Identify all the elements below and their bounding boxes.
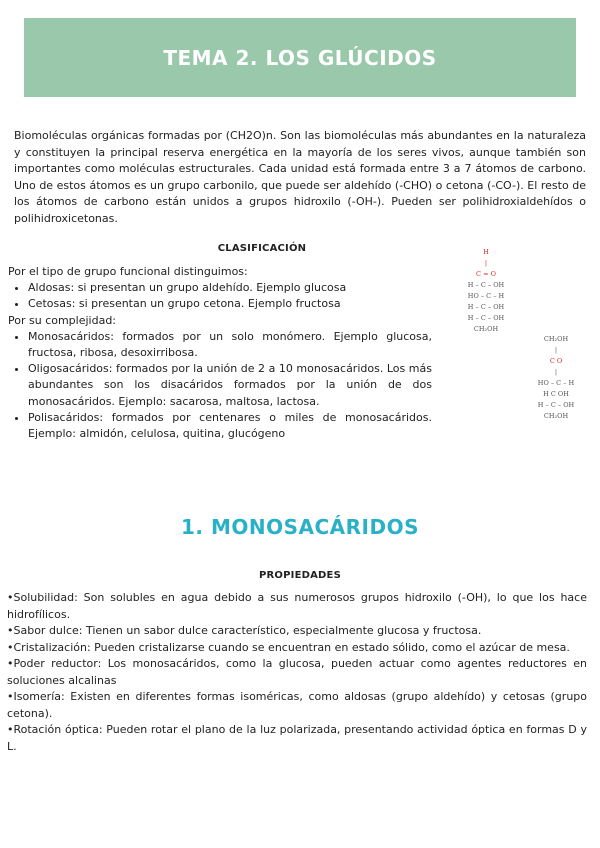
complejidad-intro: Por su complejidad: [8,313,117,327]
formula-bond: | [554,368,558,376]
formula-line: H C OH [543,390,569,398]
page-title: TEMA 2. LOS GLÚCIDOS [163,45,437,70]
formula-line: CH₂OH [543,335,569,343]
glucose-formula [458,247,514,335]
formula-line: CH₂OH [473,325,499,333]
complejidad-list [8,329,432,442]
formula-line: HO – C – H [537,379,575,387]
formula-line: C O [549,357,563,365]
formula-line: H [483,248,489,256]
tipo-intro: Por el tipo de grupo funcional distinguimos: [8,265,248,278]
propiedades-heading: PROPIEDADES [259,570,341,581]
formula-line: CH₂OH [543,412,569,420]
property-item: •Rotación óptica: Pueden rotar el plano de la luz polarizada, presentando actividad óptica en formas D y L. [7,723,587,753]
formula-line: H – C – OH [537,401,575,409]
property-item: •Isomería: Existen en diferentes formas isoméricas, como aldosas (grupo aldehído) y cetosas (grupo cetona). [7,690,587,720]
list-item: • Aldosas: si presentan un grupo aldehído. Ejemplo glucosa [28,280,432,296]
formula-line: H – C – OH [467,314,505,322]
formula-line: HO – C – H [467,292,505,300]
property-item: •Poder reductor: Los monosacáridos, como la glucosa, pueden actuar como agentes reductores en soluciones alcalinas [7,657,587,687]
tipo-list [8,280,432,312]
title-banner [24,18,576,97]
fructose-formula [518,334,594,422]
property-item: •Cristalización: Pueden cristalizarse cuando se encuentran en estado sólido, como el azúcar de mesa. [7,640,570,654]
formula-bond: | [554,346,558,354]
clasificacion-heading: CLASIFICACIÓN [217,243,307,254]
property-item: •Sabor dulce: Tienen un sabor dulce característico, especialmente glucosa y fructosa. [7,624,482,637]
intro-paragraph: Biomoléculas orgánicas formadas por (CH2O)n. Son las biomoléculas más abundantes en la naturaleza y constituyen la principal reserva energética en la mayoría de los seres vivos, aunque también son importantes como moléculas estructurales. Cada unidad está formada entre 3 a 7 átomos de carbono. Uno de estos átomos es un grupo carbonilo, que puede ser aldehído (-CHO) o cetona (-CO-). El resto de los átomos de carbono están unidos a grupos hidroxilo (-OH-). Pueden ser polihidroxialdehídos o polihidroxicetonas. [14,129,586,225]
list-item: • Polisacáridos: formados por centenares o miles de monosacáridos. Ejemplo: almidón, celulosa, quitina, glucógeno [28,410,432,442]
list-item: • Monosacáridos: formados por un solo monómero. Ejemplo glucosa, fructosa, ribosa, desoxirribosa. [28,329,432,361]
list-item: • Cetosas: si presentan un grupo cetona. Ejemplo fructosa [28,296,432,312]
formula-line: C = O [476,270,496,278]
property-item: •Solubilidad: Son solubles en agua debido a sus numerosos grupos hidroxilo (-OH), lo que los hace hidrofílicos. [7,591,587,621]
clasificacion-section [8,264,432,442]
formula-line: H – C – OH [467,281,505,289]
section-title-monosacaridos: 1. MONOSACÁRIDOS [180,515,419,539]
formula-bond: | [484,259,488,267]
list-item: • Oligosacáridos: formados por la unión de 2 a 10 monosacáridos. Los más abundantes son los disacáridos formados por la unión de dos monosacáridos. Ejemplo: sacarosa, maltosa, lactosa. [28,361,432,410]
formula-line: H – C – OH [467,303,505,311]
propiedades-list [7,590,587,755]
